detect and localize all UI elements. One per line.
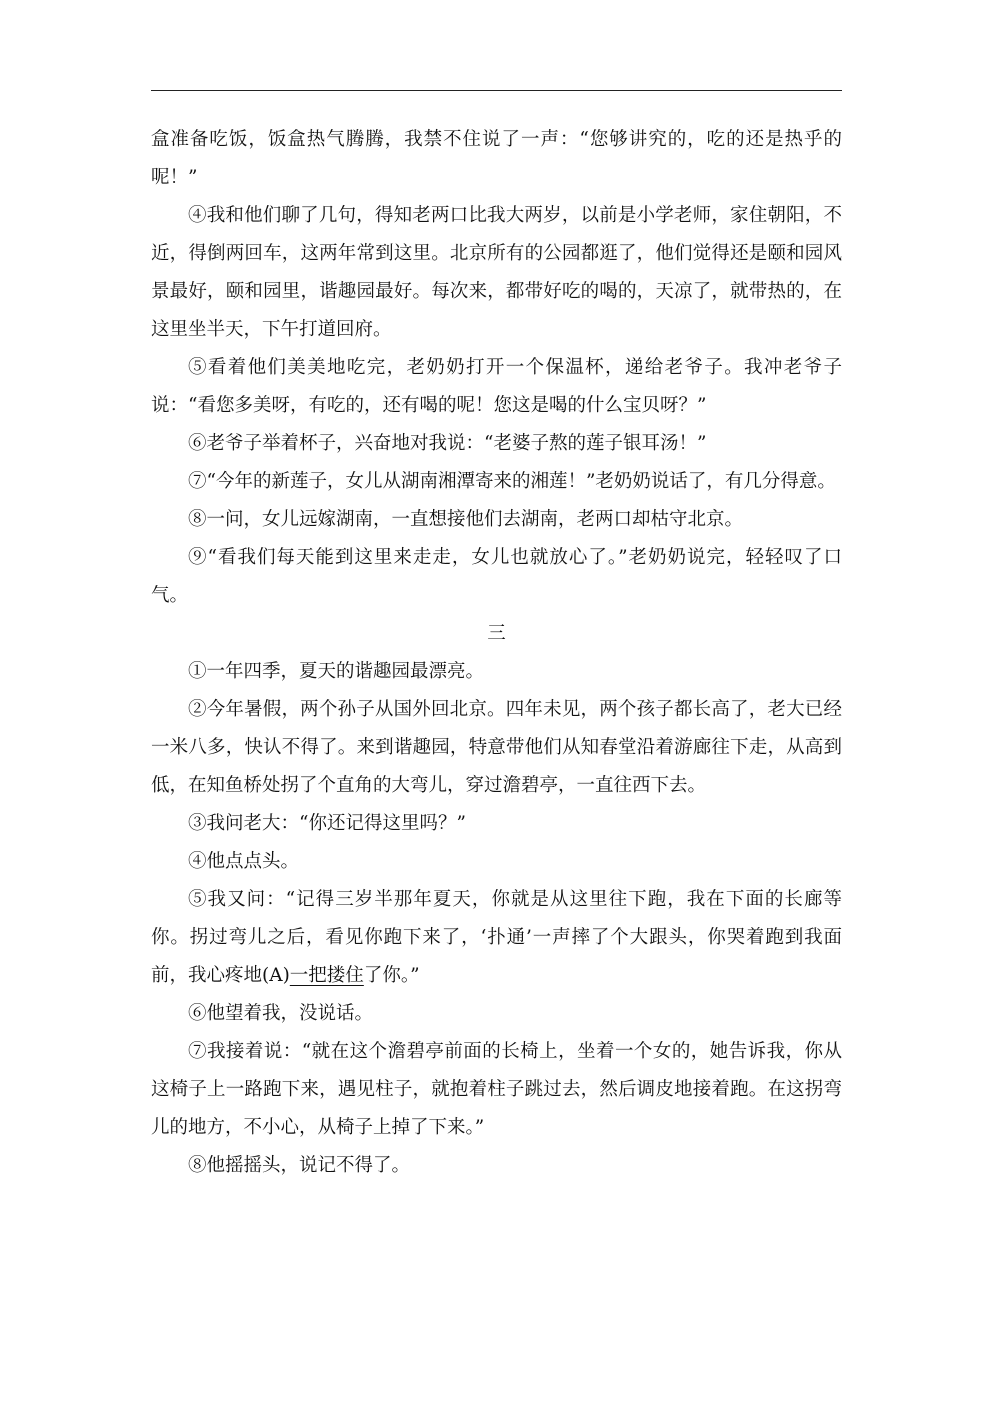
document-body <box>151 121 842 1185</box>
paragraph-text-before: ⑤我又问：“记得三岁半那年夏天，你就是从这里往下跑，我在下面的长廊等你。拐过弯儿之后，看见你跑下来了，‘扑通’一声摔了个大跟头，你哭着跑到我面前，我心疼地(A) <box>151 889 842 986</box>
section3-paragraph-4: ④他点点头。 <box>188 851 300 872</box>
paragraph-continuation: 盒准备吃饭，饭盒热气腾腾，我禁不住说了一声：“您够讲究的，吃的还是热乎的呢！” <box>151 129 842 188</box>
section3-paragraph-3: ③我问老大：“你还记得这里吗？” <box>188 813 466 834</box>
paragraph-8: ⑧一问，女儿远嫁湖南，一直想接他们去湖南，老两口却枯守北京。 <box>188 509 744 530</box>
section3-paragraph-5 <box>151 881 842 995</box>
section3-paragraph-8: ⑧他摇摇头，说记不得了。 <box>188 1155 411 1176</box>
section3-paragraph-2: ②今年暑假，两个孙子从国外回北京。四年未见，两个孩子都长高了，老大已经一米八多，快认不得了。来到谐趣园，特意带他们从知春堂沿着游廊往下走，从高到低，在知鱼桥处拐了个直角的大弯儿，穿过澹碧亭，一直往西下去。 <box>151 699 842 796</box>
header-rule <box>151 90 842 91</box>
paragraph-4: ④我和他们聊了几句，得知老两口比我大两岁，以前是小学老师，家住朝阳，不近，得倒两回车，这两年常到这里。北京所有的公园都逛了，他们觉得还是颐和园风景最好，颐和园里，谐趣园最好。每次来，都带好吃的喝的，天凉了，就带热的，在这里坐半天，下午打道回府。 <box>151 205 842 340</box>
paragraph-text-after: 了你。” <box>363 965 420 986</box>
section-heading-three: 三 <box>487 623 506 644</box>
section3-paragraph-1: ①一年四季，夏天的谐趣园最漂亮。 <box>188 661 485 682</box>
paragraph-6: ⑥老爷子举着杯子，兴奋地对我说：“老婆子熬的莲子银耳汤！” <box>188 433 707 454</box>
underlined-phrase-a: 一把搂住 <box>289 965 364 986</box>
section3-paragraph-6: ⑥他望着我，没说话。 <box>188 1003 374 1024</box>
section3-paragraph-7: ⑦我接着说：“就在这个澹碧亭前面的长椅上，坐着一个女的，她告诉我，你从这椅子上一路跑下来，遇见柱子，就抱着柱子跳过去，然后调皮地接着跑。在这拐弯儿的地方，不小心，从椅子上掉了下来。” <box>151 1041 842 1138</box>
paragraph-5: ⑤看着他们美美地吃完，老奶奶打开一个保温杯，递给老爷子。我冲老爷子说：“看您多美呀，有吃的，还有喝的呢！您这是喝的什么宝贝呀？” <box>151 357 842 416</box>
paragraph-7: ⑦“今年的新莲子，女儿从湖南湘潭寄来的湘莲！”老奶奶说话了，有几分得意。 <box>188 471 836 492</box>
paragraph-9: ⑨“看我们每天能到这里来走走，女儿也就放心了。”老奶奶说完，轻轻叹了口气。 <box>151 547 842 606</box>
